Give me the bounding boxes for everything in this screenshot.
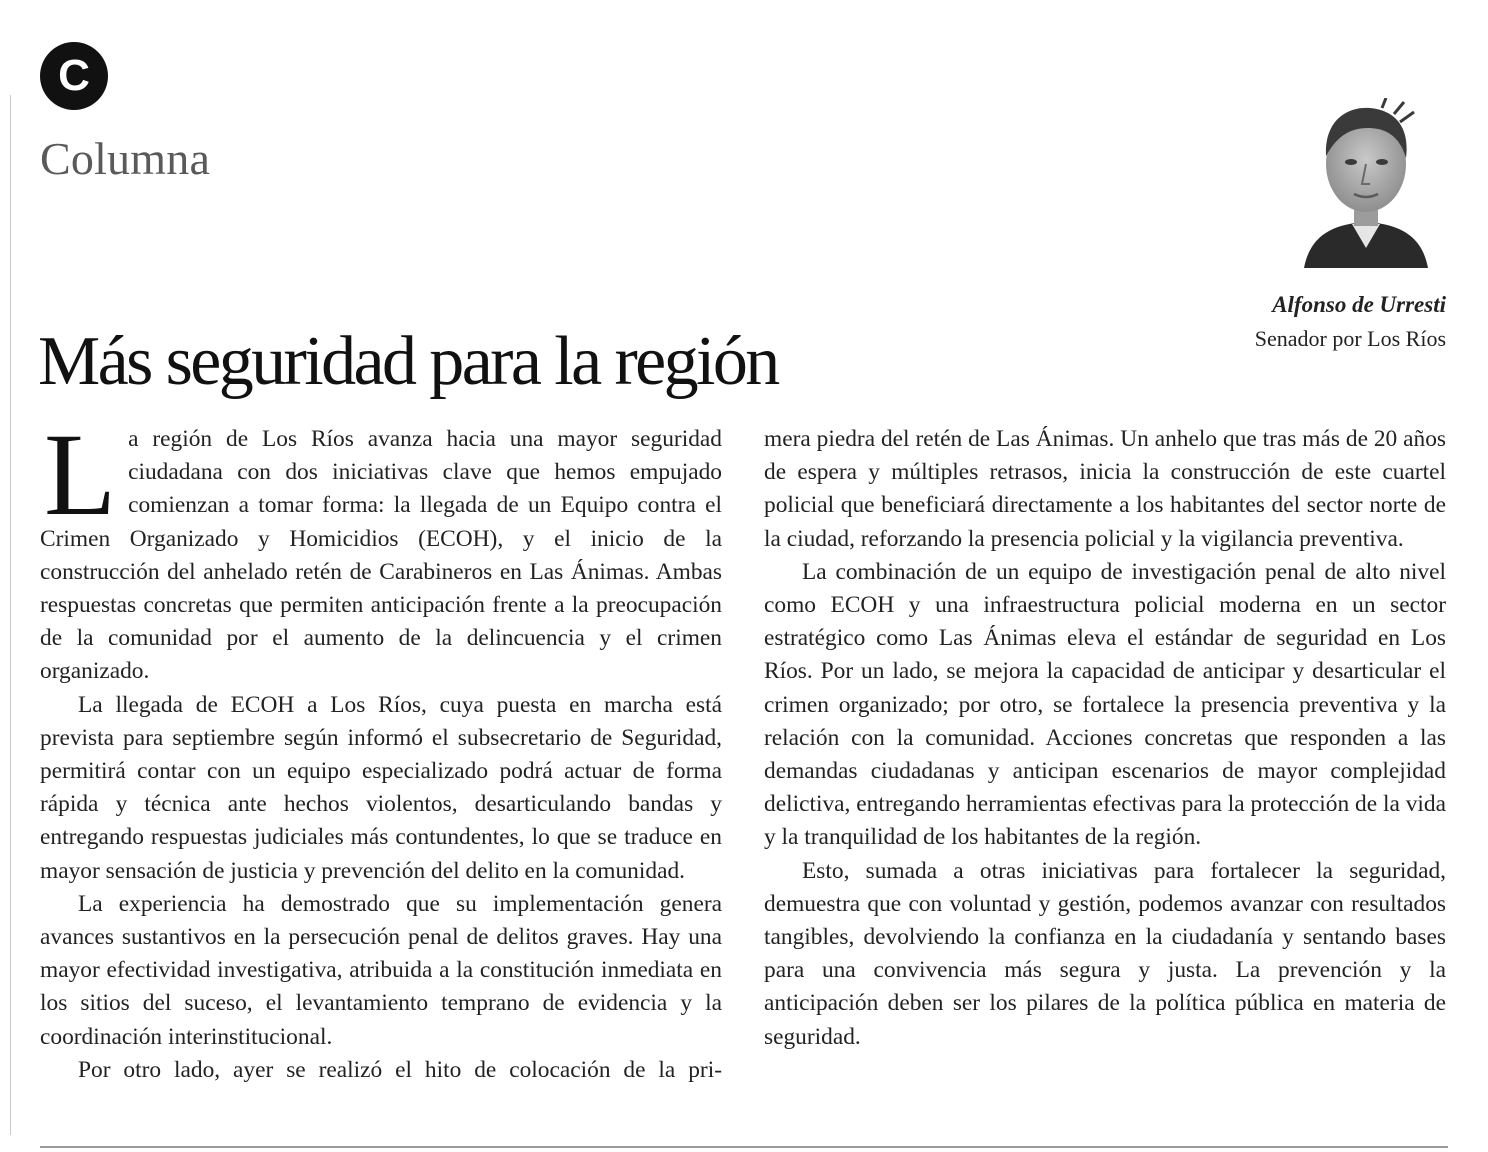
author-name: Alfonso de Urresti — [1272, 292, 1446, 317]
article-paragraph: Esto, sumada a otras iniciativas para fortalecer la seguridad, demuestra que con voluntad y gestión, podemos avanzar con resultados tangibles, devolviendo la confianza en la ciudadanía y sentando bases para una convivencia más segura y justa. La prevención y la anticipación deben ser los pilares de la política pública en materia de seguridad. — [764, 857, 1446, 1050]
paragraph-text: a región de Los Ríos avanza hacia una mayor seguridad ciudadana con dos iniciativas clave que hemos empujado comienzan a tomar forma: la llegada de un Equipo contra el Crimen Organizado y Homicidios (ECOH), y el inicio de la construcción del anhelado retén de Carabineros en Las Ánimas. Ambas respuestas concretas que permiten anticipación frente a la preocupación de la comunidad por el aumento de la delincuencia y el crimen organizado. — [40, 426, 722, 685]
author-portrait-icon — [1296, 98, 1436, 268]
article-paragraph — [40, 409, 722, 689]
article-column-right — [764, 423, 1446, 1054]
section-label: Columna — [40, 133, 211, 184]
section-logo — [40, 42, 108, 110]
article-paragraph: La combinación de un equipo de investigación penal de alto nivel como ECOH y una infraestructura policial moderna en un sector estratégico como Las Ánimas eleva el estándar de seguridad en Los Ríos. Por un lado, se mejora la capacidad de anticipar y desarticular el crimen organizado; por otro, se fortalece la presencia preventiva y la relación con la comunidad. Acciones concretas que responden a las demandas ciudadanas y anticipan escenarios de mayor complejidad delictiva, entregando herramientas efectivas para la protección de la vida y la tranquilidad de los habitantes de la región. — [764, 558, 1446, 851]
section-logo-letter: C — [58, 51, 90, 100]
article-paragraph: La llegada de ECOH a Los Ríos, cuya puesta en marcha está prevista para septiembre según informó el subsecretario de Seguridad, permitirá contar con un equipo especializado podrá actuar de forma rápida y técnica ante hechos violentos, desarticulando bandas y entregando respuestas judiciales más contundentes, lo que se traduce en mayor sensación de justicia y prevención del delito en la comunidad. — [40, 691, 722, 884]
left-margin-rule — [10, 95, 11, 1135]
article-paragraph: La experiencia ha demostrado que su implementación genera avances sustantivos en la persecución penal de delitos graves. Hay una mayor efectividad investigativa, atribuida a la constitución inmediata en los sitios del suceso, el levantamiento temprano de evidencia y la coordinación interinstitucional. — [40, 890, 722, 1050]
article-paragraph: Por otro lado, ayer se realizó el hito de colocación de la pri- — [78, 1056, 722, 1083]
article-column-left — [40, 409, 722, 1087]
drop-cap: L — [44, 409, 117, 540]
article-headline: Más seguridad para la región — [38, 323, 778, 400]
article-paragraph: mera piedra del retén de Las Ánimas. Un anhelo que tras más de 20 años de espera y múltiples retrasos, inicia la construcción de este cuartel policial que beneficiará directamente a los habitantes del sector norte de la ciudad, reforzando la presencia policial y la vigilancia preventiva. — [764, 426, 1446, 552]
bottom-rule — [40, 1146, 1448, 1148]
author-role: Senador por Los Ríos — [1254, 326, 1446, 351]
